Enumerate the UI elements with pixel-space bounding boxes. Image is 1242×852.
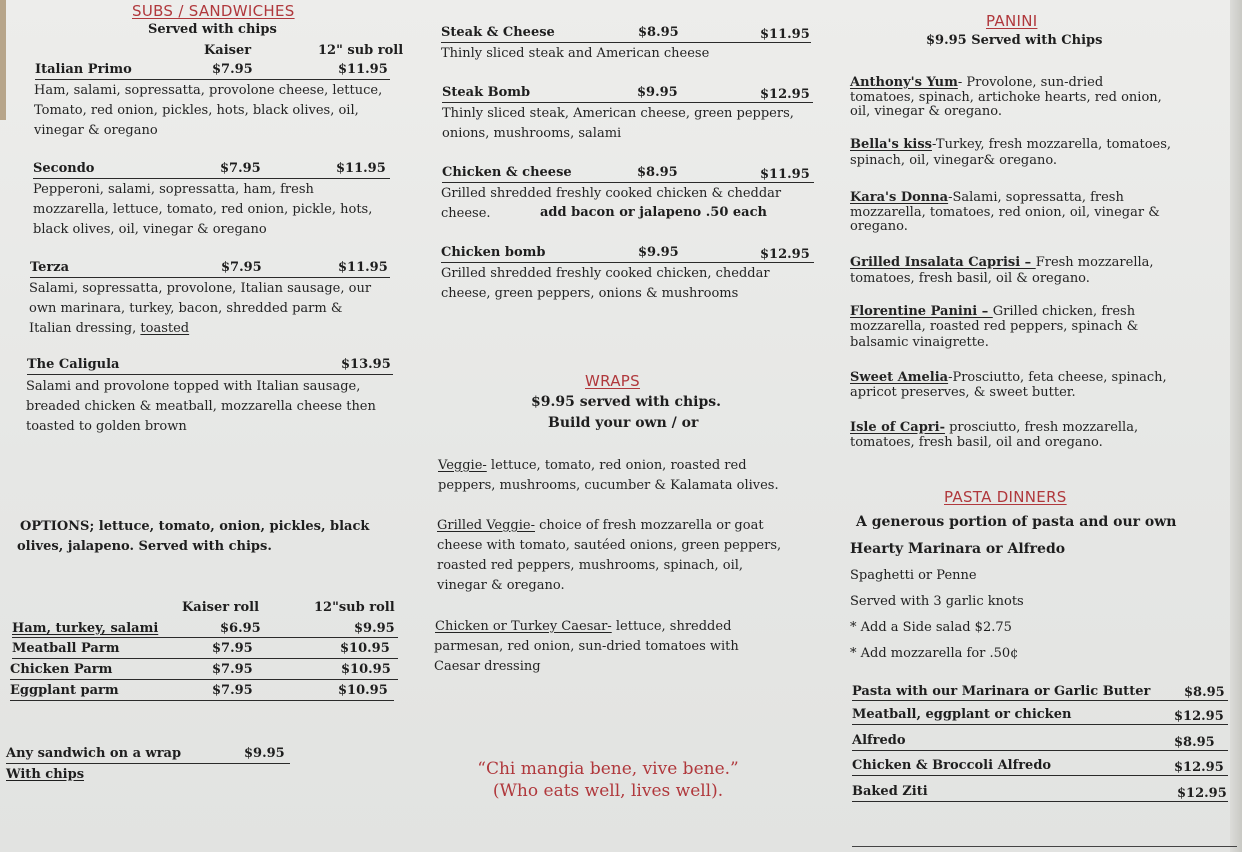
item-desc-line: Grilled shredded freshly cooked chicken & cheddar — [441, 186, 782, 201]
wrap-item-desc: choice of fresh mozzarella or goat — [535, 518, 764, 533]
pasta-item-name: Meatball, eggplant or chicken — [852, 707, 1072, 722]
panini-item-desc-line: mozzarella, tomatoes, red onion, oil, vinegar & — [850, 205, 1160, 220]
panini-item-desc-line: tomatoes, fresh basil, oil & oregano. — [850, 271, 1090, 286]
panini-item-name: Bella's kiss — [850, 137, 932, 152]
wrap-item — [438, 456, 747, 476]
item-desc-line: Tomato, red onion, pickles, hots, black olives, oil, — [34, 103, 359, 118]
item-desc-line: mozzarella, lettuce, tomato, red onion, pickle, hots, — [33, 202, 373, 217]
wrap-item-desc-line: cheese with tomato, sautéed onions, green peppers, — [437, 538, 782, 553]
panini-item-desc-line: oregano. — [850, 219, 908, 234]
hot-item-price-sub: $10.95 — [340, 641, 390, 656]
item-price-kaiser: $9.95 — [637, 85, 678, 100]
pasta-intro-line: Hearty Marinara or Alfredo — [850, 541, 1066, 557]
wrap-item-name: Chicken or Turkey Caesar- — [435, 619, 612, 634]
item-name: Chicken bomb — [441, 245, 546, 260]
panini-item-name: Isle of Capri- — [850, 420, 945, 435]
item-name: Steak & Cheese — [441, 25, 555, 40]
item-price-kaiser: $8.95 — [637, 165, 678, 180]
panini-item-desc-line: apricot preserves, & sweet butter. — [850, 385, 1076, 400]
col-sub-header: 12" sub roll — [318, 43, 404, 58]
panini-item — [850, 191, 1124, 205]
panini-item-desc: -Turkey, fresh mozzarella, tomatoes, — [931, 137, 1172, 152]
panini-item-desc: Fresh mozzarella, — [1035, 255, 1154, 270]
panini-price-note: $9.95 Served with Chips — [926, 33, 1103, 48]
wraps-heading: WRAPS — [585, 372, 640, 390]
quote-english: (Who eats well, lives well). — [492, 781, 724, 801]
item-desc-line: Thinly sliced steak and American cheese — [441, 46, 710, 61]
wrap-item-desc: lettuce, shredded — [611, 619, 732, 634]
item-name: Italian Primo — [35, 62, 132, 77]
panini-item-name: Grilled Insalata Caprisi – — [850, 255, 1036, 270]
item-rule — [852, 700, 1228, 701]
hot-item-price-kaiser: $7.95 — [212, 662, 253, 677]
item-rule — [10, 679, 398, 680]
item-price-sub: $11.95 — [336, 161, 386, 176]
pasta-choice-line: Spaghetti or Penne — [850, 568, 977, 583]
page-edge — [1230, 0, 1242, 852]
options-line: OPTIONS; lettuce, tomato, onion, pickles, black — [20, 519, 370, 534]
hot-item-name: Meatball Parm — [12, 641, 120, 656]
item-rule — [442, 102, 813, 103]
item-desc-line: Salami, sopressatta, provolone, Italian sausage, our — [29, 281, 372, 296]
hot-item-name: Chicken Parm — [10, 662, 113, 677]
item-price-sub: $12.95 — [760, 87, 810, 102]
hot-item-price-sub: $10.95 — [338, 683, 388, 698]
toasted-note: toasted — [140, 321, 190, 336]
item-name: The Caligula — [27, 357, 120, 372]
pasta-item-price: $12.95 — [1174, 709, 1224, 724]
item-price-sub: $11.95 — [760, 27, 810, 42]
item-desc-line: Pepperoni, salami, sopressatta, ham, fresh — [33, 182, 314, 197]
hot-item-name: Ham, turkey, salami — [12, 621, 159, 636]
item-price-kaiser: $9.95 — [638, 245, 679, 260]
hot-item-price-sub: $10.95 — [341, 662, 391, 677]
hot-item-price-kaiser: $7.95 — [212, 683, 253, 698]
item-price-sub: $11.95 — [338, 260, 388, 275]
panini-item-desc-line: mozzarella, roasted red peppers, spinach & — [850, 319, 1139, 334]
col-kaiser-roll-header: Kaiser roll — [182, 600, 260, 615]
col-sub-roll-header: 12"sub roll — [314, 600, 395, 615]
wrap-option-note: With chips — [6, 767, 85, 782]
item-desc-line: onions, mushrooms, salami — [442, 126, 622, 141]
wrap-item-desc-line: peppers, mushrooms, cucumber & Kalamata olives. — [438, 478, 779, 493]
item-rule — [35, 79, 390, 80]
item-desc-line — [29, 319, 189, 339]
item-price-kaiser: $7.95 — [221, 260, 262, 275]
panini-item-desc-line: balsamic vinaigrette. — [850, 335, 989, 350]
wrap-item-name: Grilled Veggie- — [437, 518, 535, 533]
panini-heading: PANINI — [986, 12, 1038, 30]
hot-item-price-kaiser: $7.95 — [212, 641, 253, 656]
item-rule — [852, 775, 1228, 776]
item-desc-line: cheese. — [441, 206, 491, 221]
item-desc-line: own marinara, turkey, bacon, shredded parm & — [29, 301, 343, 316]
pasta-addon-mozzarella: * Add mozzarella for .50¢ — [850, 646, 1019, 661]
wrap-item-name: Veggie- — [438, 458, 487, 473]
item-rule — [33, 178, 390, 179]
item-desc-line: Thinly sliced steak, American cheese, green peppers, — [442, 106, 794, 121]
item-price-kaiser: $7.95 — [212, 62, 253, 77]
item-price-sub: $13.95 — [341, 357, 391, 372]
wrap-item — [435, 617, 731, 637]
panini-item-desc: - Provolone, sun-dried — [957, 75, 1104, 90]
item-name: Chicken & cheese — [442, 165, 572, 180]
item-desc-line: toasted to golden brown — [26, 419, 187, 434]
wrap-item-desc-line: roasted red peppers, mushrooms, spinach, oil, — [437, 558, 744, 573]
pasta-knots-line: Served with 3 garlic knots — [850, 594, 1024, 609]
wrap-item-desc-line: Caesar dressing — [434, 659, 541, 674]
item-desc-line: breaded chicken & meatball, mozzarella cheese then — [26, 399, 376, 414]
pasta-item-name: Alfredo — [852, 733, 906, 748]
panini-item-desc: Grilled chicken, fresh — [992, 304, 1136, 319]
wrap-item-desc-line: parmesan, red onion, sun-dried tomatoes with — [434, 639, 739, 654]
item-rule — [6, 763, 290, 764]
item-price-kaiser: $8.95 — [638, 25, 679, 40]
panini-item-desc: prosciutto, fresh mozzarella, — [944, 420, 1139, 435]
wrap-item — [437, 516, 764, 536]
panini-item-name: Anthony's Yum — [850, 75, 958, 90]
item-rule — [852, 801, 1228, 802]
panini-item-desc-line: tomatoes, spinach, artichoke hearts, red onion, — [850, 90, 1162, 105]
panini-item — [850, 256, 1154, 270]
wrap-item-desc-line: vinegar & oregano. — [437, 578, 565, 593]
item-rule — [852, 750, 1228, 751]
add-on-note: add bacon or jalapeno .50 each — [540, 205, 767, 220]
panini-item — [850, 76, 1103, 90]
panini-item-name: Sweet Amelia — [850, 370, 949, 385]
panini-item-desc: -Salami, sopressatta, fresh — [948, 190, 1124, 205]
panini-item — [850, 371, 1167, 385]
item-name: Steak Bomb — [442, 85, 531, 100]
item-rule — [442, 182, 814, 183]
panini-item — [850, 305, 1135, 319]
item-price-kaiser: $7.95 — [220, 161, 261, 176]
panini-item-desc: -Prosciutto, feta cheese, spinach, — [948, 370, 1167, 385]
table-edge — [0, 0, 6, 120]
pasta-item-price: $8.95 — [1174, 735, 1215, 750]
item-rule — [852, 724, 1228, 725]
panini-item — [850, 421, 1138, 435]
item-desc-text: Italian dressing, — [29, 321, 137, 336]
item-rule — [441, 262, 814, 263]
pasta-intro-line: A generous portion of pasta and our own — [856, 514, 1177, 530]
item-rule — [12, 658, 398, 659]
panini-item-desc-line: tomatoes, fresh basil, oil and oregano. — [850, 435, 1103, 450]
item-rule — [30, 277, 390, 278]
panini-item — [850, 138, 1171, 152]
item-desc-line: Ham, salami, sopressatta, provolone cheese, lettuce, — [34, 83, 383, 98]
wraps-price-note: $9.95 served with chips. — [531, 394, 722, 410]
hot-item-name: Eggplant parm — [10, 683, 119, 698]
wrap-option-name: Any sandwich on a wrap — [6, 746, 182, 761]
wrap-item-desc: lettuce, tomato, red onion, roasted red — [486, 458, 747, 473]
pasta-item-name: Pasta with our Marinara or Garlic Butter — [852, 684, 1151, 699]
pasta-addon-salad: * Add a Side salad $2.75 — [850, 620, 1012, 635]
item-rule — [441, 42, 811, 43]
subs-heading: SUBS / SANDWICHES — [132, 2, 295, 20]
item-desc-line: Salami and provolone topped with Italian sausage, — [26, 379, 361, 394]
bottom-rule — [852, 846, 1237, 847]
wraps-build-note: Build your own / or — [548, 415, 699, 431]
item-rule — [27, 374, 393, 375]
item-name: Secondo — [33, 161, 95, 176]
item-price-sub: $12.95 — [760, 247, 810, 262]
quote-italian: “Chi mangia bene, vive bene.” — [477, 759, 739, 779]
col-kaiser-header: Kaiser — [204, 43, 252, 58]
item-rule — [12, 637, 398, 638]
panini-item-name: Kara's Donna — [850, 190, 949, 205]
pasta-item-price: $8.95 — [1184, 685, 1225, 700]
item-desc-line: black olives, oil, vinegar & oregano — [33, 222, 267, 237]
item-desc-line: cheese, green peppers, onions & mushrooms — [441, 286, 739, 301]
hot-item-price-sub: $9.95 — [354, 621, 395, 636]
pasta-item-price: $12.95 — [1177, 786, 1227, 801]
item-desc-line: vinegar & oregano — [34, 123, 158, 138]
item-price-sub: $11.95 — [338, 62, 388, 77]
pasta-item-name: Chicken & Broccoli Alfredo — [852, 758, 1052, 773]
pasta-item-price: $12.95 — [1174, 760, 1224, 775]
pasta-item-name: Baked Ziti — [852, 784, 928, 799]
subs-served-note: Served with chips — [148, 22, 277, 37]
panini-item-desc-line: oil, vinegar & oregano. — [850, 104, 1003, 119]
item-rule — [10, 700, 394, 701]
options-line: olives, jalapeno. Served with chips. — [17, 539, 272, 554]
wrap-option-price: $9.95 — [244, 746, 285, 761]
panini-item-desc-line: spinach, oil, vinegar& oregano. — [850, 153, 1058, 168]
hot-item-price-kaiser: $6.95 — [220, 621, 261, 636]
pasta-heading: PASTA DINNERS — [944, 488, 1067, 506]
item-desc-line: Grilled shredded freshly cooked chicken, cheddar — [441, 266, 770, 281]
item-name: Terza — [30, 260, 70, 275]
item-price-sub: $11.95 — [760, 167, 810, 182]
panini-item-name: Florentine Panini – — [850, 304, 993, 319]
